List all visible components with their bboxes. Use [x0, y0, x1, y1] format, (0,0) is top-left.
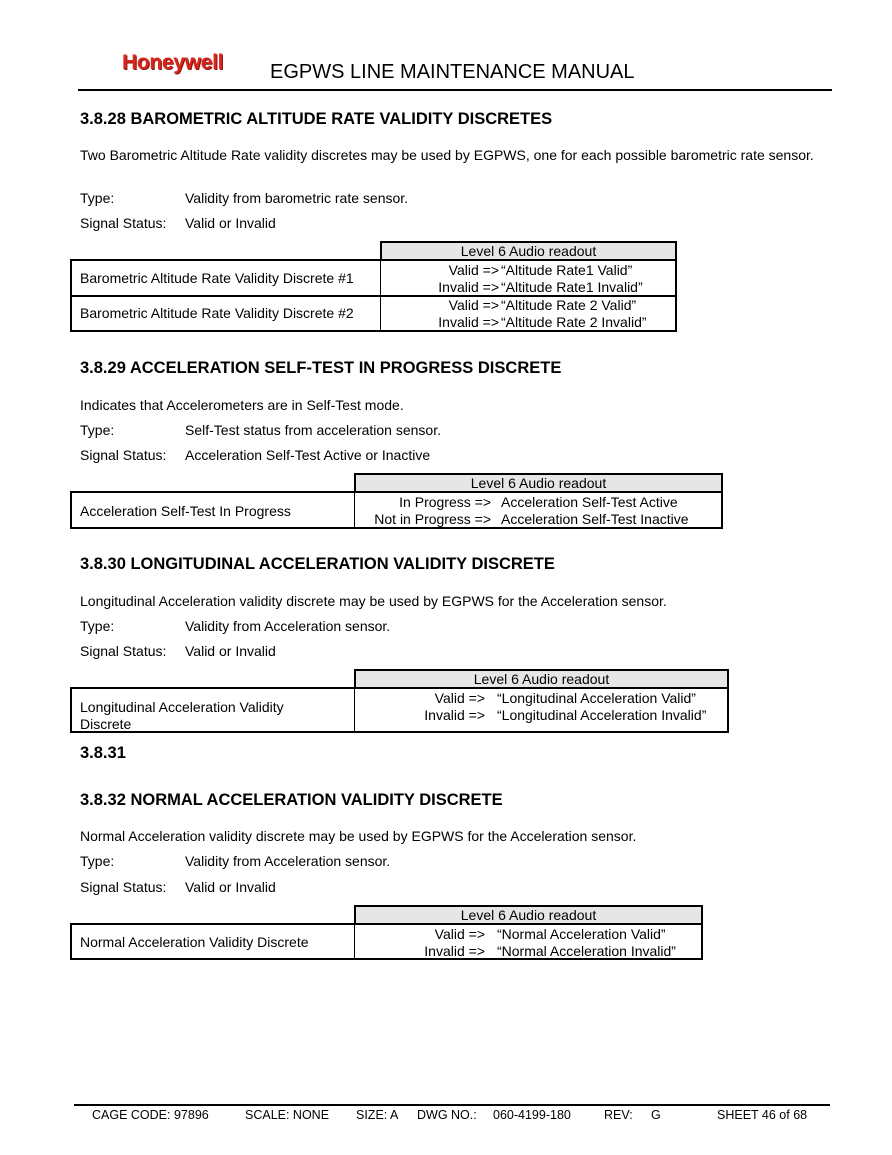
row-label: Barometric Altitude Rate Validity Discrete #1 — [80, 270, 354, 286]
state-text: In Progress => — [399, 494, 491, 510]
audio-text: “Normal Acceleration Invalid” — [497, 943, 676, 959]
column-divider — [354, 925, 355, 958]
table-row — [70, 295, 677, 332]
dwg-label: DWG NO.: — [417, 1108, 477, 1122]
signal-status-value: Valid or Invalid — [185, 879, 276, 895]
section-title-3-8-30: 3.8.30 LONGITUDINAL ACCELERATION VALIDITY DISCRETE — [80, 555, 555, 573]
state-text: Valid => — [448, 262, 499, 278]
table-header: Level 6 Audio readout — [354, 905, 703, 925]
column-divider — [354, 689, 355, 731]
dwg-number: 060-4199-180 — [493, 1108, 571, 1122]
signal-status-value: Valid or Invalid — [185, 643, 276, 659]
signal-status-label: Signal Status: — [80, 643, 167, 659]
honeywell-logo: Honeywell — [122, 51, 224, 74]
state-text: Invalid => — [424, 707, 485, 723]
footer-divider — [74, 1104, 830, 1106]
row-label: Barometric Altitude Rate Validity Discrete #2 — [80, 305, 354, 321]
section-title-3-8-29: 3.8.29 ACCELERATION SELF-TEST IN PROGRESS DISCRETE — [80, 359, 562, 377]
audio-text: “Altitude Rate 2 Invalid” — [501, 314, 647, 330]
rev-value: G — [651, 1108, 661, 1122]
type-value: Validity from barometric rate sensor. — [185, 190, 409, 206]
column-divider — [354, 493, 355, 527]
section-description: Two Barometric Altitude Rate validity discretes may be used by EGPWS, one for each possible barometric rate sensor. — [80, 147, 814, 163]
size: SIZE: A — [356, 1108, 399, 1122]
type-value: Validity from Acceleration sensor. — [185, 618, 391, 634]
table-row — [70, 491, 723, 529]
row-label: Acceleration Self-Test In Progress — [80, 503, 291, 519]
audio-text: “Altitude Rate 2 Valid” — [501, 297, 637, 313]
state-text: Invalid => — [438, 314, 499, 330]
table-row — [70, 259, 677, 297]
table-header: Level 6 Audio readout — [354, 669, 729, 689]
audio-text: “Altitude Rate1 Valid” — [501, 262, 633, 278]
section-title-3-8-31: 3.8.31 — [80, 744, 126, 762]
row-label: Normal Acceleration Validity Discrete — [80, 934, 309, 950]
state-text: Not in Progress => — [374, 511, 491, 527]
scale: SCALE: NONE — [245, 1108, 330, 1122]
row-label-line: Discrete — [80, 716, 132, 732]
audio-text: “Longitudinal Acceleration Valid” — [497, 690, 696, 706]
cage-code: CAGE CODE: 97896 — [92, 1108, 209, 1122]
state-text: Invalid => — [438, 279, 499, 295]
section-description: Indicates that Accelerometers are in Self-Test mode. — [80, 397, 404, 413]
table-row — [70, 923, 703, 960]
audio-text: Acceleration Self-Test Active — [501, 494, 678, 510]
state-text: Valid => — [434, 690, 485, 706]
signal-status-label: Signal Status: — [80, 447, 167, 463]
section-title-3-8-32: 3.8.32 NORMAL ACCELERATION VALIDITY DISCRETE — [80, 791, 503, 809]
signal-status-label: Signal Status: — [80, 879, 167, 895]
audio-text: “Altitude Rate1 Invalid” — [501, 279, 643, 295]
column-divider — [380, 297, 381, 330]
type-label: Type: — [80, 190, 115, 206]
state-text: Invalid => — [424, 943, 485, 959]
column-divider — [380, 261, 381, 295]
row-label-line: Longitudinal Acceleration Validity — [80, 699, 284, 715]
section-description: Normal Acceleration validity discrete may be used by EGPWS for the Acceleration sensor. — [80, 828, 637, 844]
manual-title: EGPWS LINE MAINTENANCE MANUAL — [270, 61, 635, 83]
section-title-3-8-28: 3.8.28 BAROMETRIC ALTITUDE RATE VALIDITY DISCRETES — [80, 110, 553, 128]
type-label: Type: — [80, 422, 115, 438]
state-text: Valid => — [448, 297, 499, 313]
table-header: Level 6 Audio readout — [380, 241, 677, 261]
rev-label: REV: — [604, 1108, 633, 1122]
state-text: Valid => — [434, 926, 485, 942]
audio-text: “Longitudinal Acceleration Invalid” — [497, 707, 707, 723]
audio-text: Acceleration Self-Test Inactive — [501, 511, 689, 527]
audio-text: “Normal Acceleration Valid” — [497, 926, 666, 942]
type-label: Type: — [80, 618, 115, 634]
header-divider — [78, 89, 832, 91]
table-header: Level 6 Audio readout — [354, 473, 723, 493]
signal-status-label: Signal Status: — [80, 215, 167, 231]
signal-status-value: Valid or Invalid — [185, 215, 276, 231]
type-label: Type: — [80, 853, 115, 869]
signal-status-value: Acceleration Self-Test Active or Inactive — [185, 447, 431, 463]
type-value: Validity from Acceleration sensor. — [185, 853, 391, 869]
table-row — [70, 687, 729, 733]
sheet-number: SHEET 46 of 68 — [717, 1108, 808, 1122]
type-value: Self-Test status from acceleration sensor. — [185, 422, 441, 438]
section-description: Longitudinal Acceleration validity discrete may be used by EGPWS for the Acceleration sensor. — [80, 593, 667, 609]
